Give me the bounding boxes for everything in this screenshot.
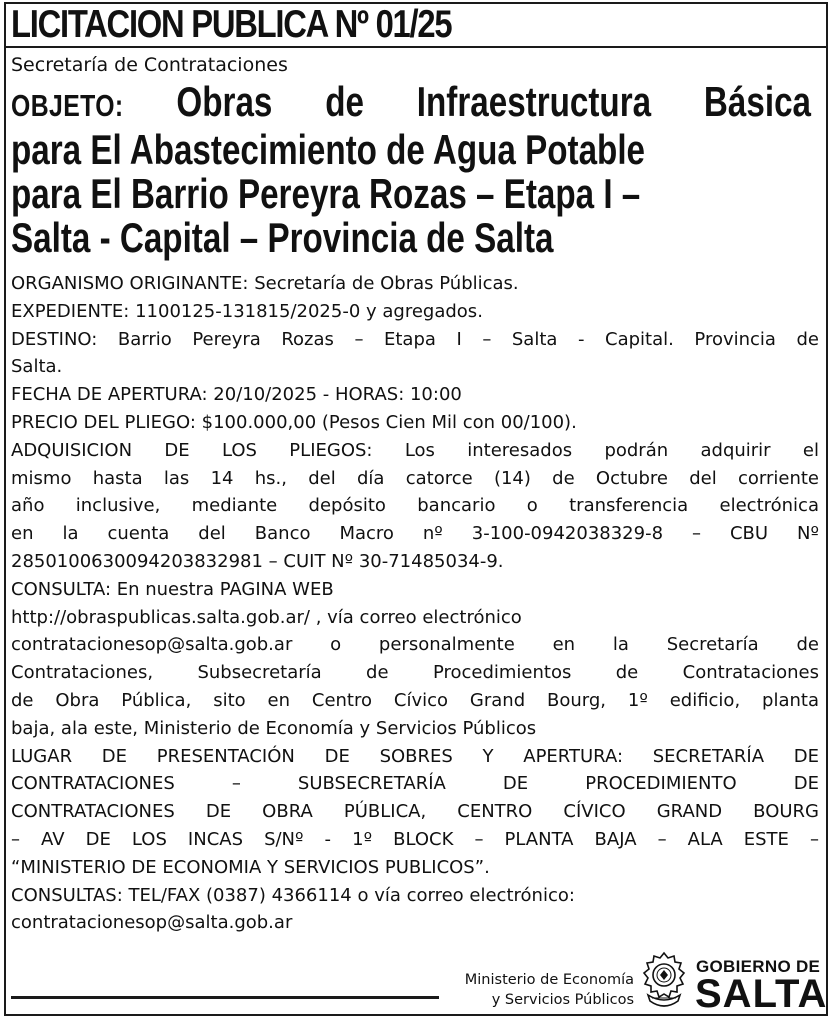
title-divider: [4, 46, 828, 48]
notice-body: [11, 270, 819, 937]
lugar-presentacion-line: CONTRATACIONES DE OBRA PÚBLICA, CENTRO CÍVICO GRAND BOURG: [11, 801, 819, 823]
consulta-line: de Obra Pública, sito en Centro Cívico Grand Bourg, 1º edificio, planta: [11, 689, 819, 711]
destino-line-cont: Salta.: [11, 356, 63, 378]
salta-coat-of-arms-icon: [638, 951, 690, 1013]
adquisicion-line: mismo hasta las 14 hs., del día catorce (14) de Octubre del corriente: [11, 467, 819, 489]
destino-line: DESTINO: Barrio Pereyra Rozas – Etapa I – Salta - Capital. Provincia de: [11, 328, 819, 350]
adquisicion-line: año inclusive, mediante depósito bancario o transferencia electrónica: [11, 495, 819, 517]
objeto-label: OBJETO:: [11, 88, 124, 123]
ministry-line: Ministerio de Economía: [464, 972, 634, 988]
lugar-presentacion-line: CONTRATACIONES – SUBSECRETARÍA DE PROCEDIMIENTO DE: [11, 773, 819, 795]
objeto-line: para El Barrio Pereyra Rozas – Etapa I –: [11, 170, 641, 217]
adquisicion-line: ADQUISICION DE LOS PLIEGOS: Los interesados podrán adquirir el: [11, 439, 819, 461]
fecha-apertura-line: FECHA DE APERTURA: 20/10/2025 - HORAS: 10:00: [11, 384, 462, 406]
lugar-presentacion-line: LUGAR DE PRESENTACIÓN DE SOBRES Y APERTURA: SECRETARÍA DE: [11, 745, 819, 767]
organismo-line: ORGANISMO ORIGINANTE: Secretaría de Obras Públicas.: [11, 273, 519, 294]
objeto-line: para El Abastecimiento de Agua Potable: [11, 126, 646, 173]
lugar-presentacion-line: “MINISTERIO DE ECONOMIA Y SERVICIOS PUBLICOS”.: [11, 856, 490, 878]
objeto-heading: [11, 80, 811, 260]
department-name: Secretaría de Contrataciones: [11, 54, 288, 76]
consulta-line: Contrataciones, Subsecretaría de Procedimientos de Contrataciones: [11, 662, 819, 684]
consulta-line: CONSULTA: En nuestra PAGINA WEB: [11, 578, 334, 600]
consultas-tel-line: CONSULTAS: TEL/FAX (0387) 4366114 o vía correo electrónico:: [11, 884, 575, 906]
consulta-email-line: contratacionesop@salta.gob.ar o personalmente en la Secretaría de: [11, 634, 819, 656]
consulta-line: baja, ala este, Ministerio de Economía y Servicios Públicos: [11, 717, 537, 739]
objeto-line: OBJETO: Obras de Infraestructura Básica: [11, 78, 812, 125]
gobierno-label: GOBIERNO DE: [696, 957, 821, 976]
adquisicion-line: en la cuenta del Banco Macro nº 3-100-0942038329-8 – CBU Nº: [11, 523, 819, 545]
consulta-web-link[interactable]: http://obraspublicas.salta.gob.ar/ , vía correo electrónico: [11, 606, 522, 628]
notice-title: LICITACION PUBLICA Nº 01/25: [11, 3, 452, 46]
ministry-line: y Servicios Públicos: [491, 992, 634, 1008]
salta-logo-text: SALTA: [695, 972, 828, 1016]
precio-pliego-line: PRECIO DEL PLIEGO: $100.000,00 (Pesos Cien Mil con 00/100).: [11, 411, 577, 433]
expediente-line: EXPEDIENTE: 1100125-131815/2025-0 y agregados.: [11, 300, 483, 322]
footer-divider: [11, 996, 439, 999]
adquisicion-line: 2850100630094203832981 – CUIT Nº 30-71485034-9.: [11, 550, 504, 572]
consultas-email-line: contratacionesop@salta.gob.ar: [11, 912, 293, 934]
lugar-presentacion-line: – AV DE LOS INCAS S/Nº - 1º BLOCK – PLANTA BAJA – ALA ESTE –: [11, 828, 819, 850]
ministry-name: [412, 970, 634, 1010]
objeto-line: Salta - Capital – Provincia de Salta: [11, 214, 554, 261]
